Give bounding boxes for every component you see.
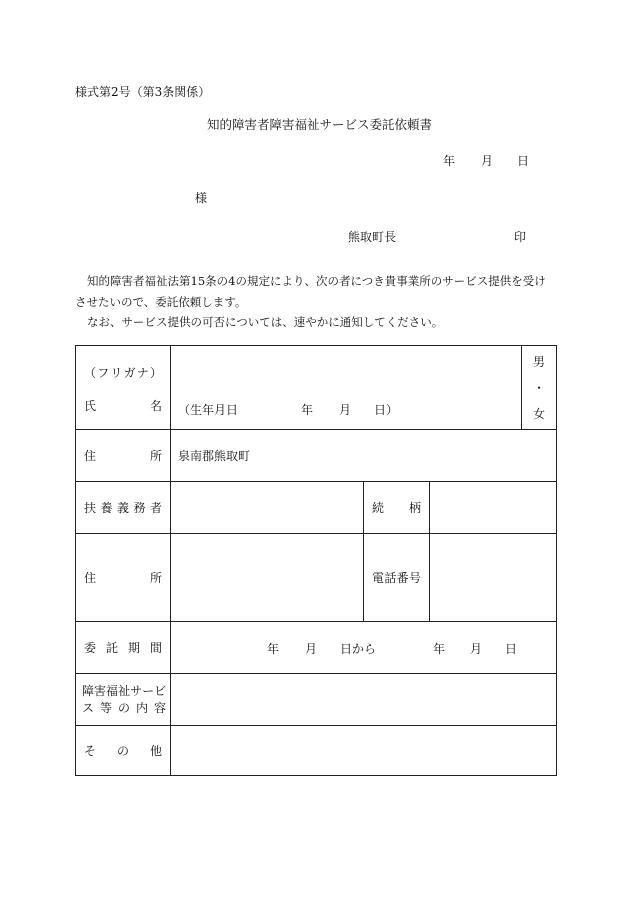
service-field[interactable] — [171, 674, 557, 726]
body-paragraph-1-line-1: 知的障害者福祉法第15条の4の規定により、次の者につき貴事業所のサービス提供を受け — [87, 274, 546, 288]
birth-year: 年 — [301, 403, 314, 417]
guardian-label: 扶 養 義 務 者 — [84, 501, 162, 515]
period-to-year: 年 — [433, 642, 446, 656]
sex-cell[interactable] — [522, 346, 557, 430]
name-field[interactable] — [171, 346, 522, 430]
guardian-field[interactable] — [171, 482, 364, 534]
guardian-address-field[interactable] — [171, 534, 364, 622]
row-other — [76, 726, 557, 776]
birth-date-line — [171, 401, 521, 421]
service-label-cell — [76, 674, 171, 726]
phone-field[interactable] — [430, 534, 557, 622]
sender-name: 熊取町長 — [348, 230, 397, 244]
addressee-suffix: 様 — [195, 191, 208, 205]
sex-female: 女 — [533, 406, 546, 421]
seal-mark: 印 — [514, 230, 527, 244]
period-to-month: 月 — [470, 642, 483, 656]
service-label-line-1: 障 害 福 祉 サ ー ビ — [82, 683, 167, 698]
body-paragraph-1-line-2: させたいので、委託依頼します。 — [75, 295, 247, 309]
sex-male: 男 — [533, 354, 546, 369]
period-from-month: 月 — [305, 642, 318, 656]
request-form-table — [75, 345, 557, 776]
body-paragraph-2: なお、サービス提供の可否については、速やかに通知してください。 — [87, 315, 444, 329]
address-value: 泉南郡熊取町 — [178, 449, 251, 463]
date-month: 月 — [481, 154, 494, 168]
relation-label: 続 柄 — [372, 501, 421, 515]
name-label-cell — [76, 346, 171, 430]
date-year: 年 — [443, 154, 456, 168]
guardian-address-label: 住 所 — [84, 571, 162, 585]
service-label-line-2: ス 等 の 内 容 — [82, 700, 166, 715]
row-name — [76, 346, 557, 430]
relation-field[interactable] — [430, 482, 557, 534]
row-address — [76, 430, 557, 482]
period-from-year: 年 — [267, 642, 280, 656]
address-label-cell — [76, 430, 171, 482]
row-service — [76, 674, 557, 726]
row-guardian — [76, 482, 557, 534]
birth-day: 日） — [374, 403, 399, 417]
phone-label: 電 話 番 号 — [372, 571, 421, 585]
period-field[interactable] — [171, 622, 557, 674]
period-label-cell — [76, 622, 171, 674]
guardian-address-label-cell — [76, 534, 171, 622]
sex-separator: ・ — [533, 380, 546, 395]
other-field[interactable] — [171, 726, 557, 776]
birth-label: （生年月日 — [178, 403, 239, 417]
period-label: 委 託 期 間 — [84, 641, 162, 655]
period-from-day: 日から — [340, 642, 377, 656]
document-title: 知的障害者障害福祉サービス委託依頼書 — [207, 117, 433, 132]
other-label-cell — [76, 726, 171, 776]
address-field[interactable] — [171, 430, 557, 482]
furigana-label: （ フ リ ガ ナ ） — [84, 365, 162, 380]
birth-month: 月 — [339, 403, 352, 417]
date-day: 日 — [517, 154, 530, 168]
address-label: 住 所 — [84, 449, 162, 463]
period-to-day: 日 — [505, 642, 518, 656]
row-period — [76, 622, 557, 674]
name-label: 氏 名 — [84, 398, 162, 413]
row-guardian-address — [76, 534, 557, 622]
form-number: 様式第2号（第3条関係） — [75, 85, 211, 99]
guardian-label-cell — [76, 482, 171, 534]
phone-label-cell — [364, 534, 430, 622]
relation-label-cell — [364, 482, 430, 534]
other-label: そ の 他 — [84, 744, 162, 758]
